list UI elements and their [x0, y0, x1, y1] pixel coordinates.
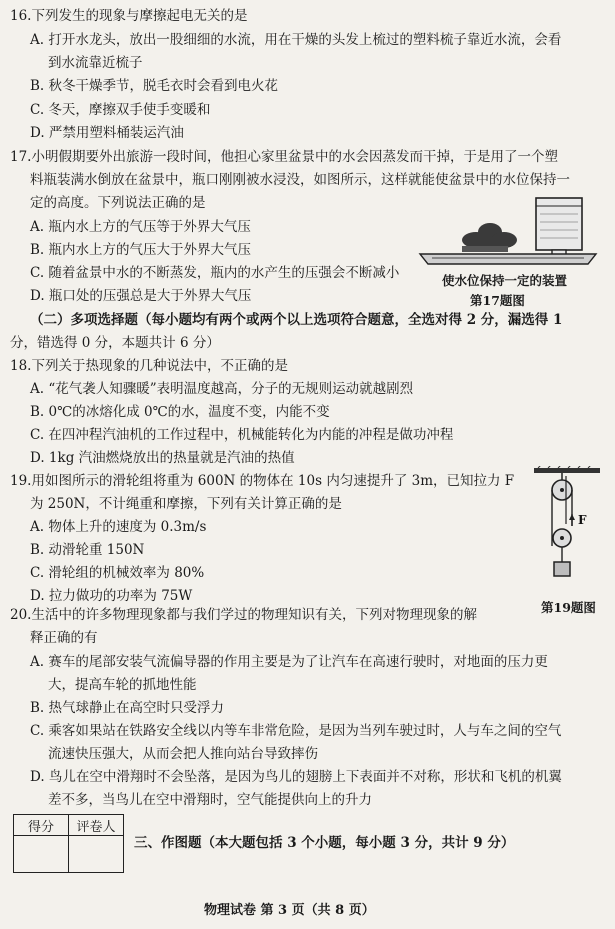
page-footer: 物理试卷 第 3 页（共 8 页） — [204, 903, 375, 918]
q17-figure-label: 使水位保持一定的装置 — [442, 273, 568, 288]
score-header: 得分 — [14, 815, 69, 836]
tray-icon — [420, 254, 596, 264]
grader-cell — [69, 836, 124, 873]
score-table — [13, 814, 124, 873]
q18-option-b: B. 0℃的冰熔化成 0℃的水，温度不变，内能不变 — [30, 404, 330, 420]
q20-option-b: B. 热气球静止在高空时只受浮力 — [30, 700, 225, 716]
q19-option-b: B. 动滑轮重 150N — [30, 542, 145, 558]
q18-option-a: A. “花气袭人知骤暖”表明温度越高，分子的无规则运动就越剧烈 — [30, 381, 414, 397]
q16-option-b: B. 秋冬干燥季节，脱毛衣时会看到电火花 — [30, 78, 279, 94]
score-cell — [14, 836, 69, 873]
q17-figure-caption: 第17题图 — [470, 293, 525, 308]
q16-option-a-cont: 到水流靠近梳子 — [48, 55, 143, 71]
q18-stem: 18.下列关于热现象的几种说法中，不正确的是 — [10, 358, 288, 374]
grader-header: 评卷人 — [69, 815, 124, 836]
section3-heading: 三、作图题（本大题包括 3 个小题，每小题 3 分，共计 9 分） — [134, 835, 515, 851]
q20-option-a-cont: 大，提高车轮的抓地性能 — [48, 677, 197, 693]
q17-option-d: D. 瓶口处的压强总是大于外界大气压 — [30, 288, 252, 304]
bottle-icon — [536, 198, 582, 258]
q18-option-c: C. 在四冲程汽油机的工作过程中，机械能转化为内能的冲程是做功冲程 — [30, 427, 454, 443]
q19-stem: 19.用如图所示的滑轮组将重为 600N 的物体在 10s 内匀速提升了 3m，已知拉力 F — [10, 473, 515, 489]
section2-heading-cont: 分，错选得 0 分，本题共计 6 分） — [10, 335, 220, 351]
q17-stem-cont2: 定的高度。下列说法正确的是 — [30, 195, 206, 211]
q16-option-d: D. 严禁用塑料桶装运汽油 — [30, 125, 184, 141]
q20-option-c-cont: 流速快压强大，从而会把人推向站台导致摔伤 — [48, 746, 318, 762]
q17-option-c: C. 随着盆景中水的不断蒸发，瓶内的水产生的压强会不断减小 — [30, 265, 400, 281]
force-arrow-icon — [569, 514, 575, 520]
q19-option-d: D. 拉力做功的功率为 75W — [30, 588, 193, 604]
q19-option-c: C. 滑轮组的机械效率为 80% — [30, 565, 205, 581]
q19-option-a: A. 物体上升的速度为 0.3m/s — [30, 519, 207, 535]
q20-option-a: A. 赛车的尾部安装气流偏导器的作用主要是为了让汽车在高速行驶时，对地面的压力更 — [30, 654, 548, 670]
q17-option-b: B. 瓶内水上方的气压大于外界大气压 — [30, 242, 252, 258]
q19-figure-caption: 第19题图 — [541, 600, 596, 615]
q20-stem-cont: 释正确的有 — [30, 630, 98, 646]
q16-option-a: A. 打开水龙头，放出一股细细的水流，用在干燥的头发上梳过的塑料梳子靠近水流，会看 — [30, 32, 562, 48]
q20-option-d-cont: 差不多，当鸟儿在空中滑翔时，空气能提供向上的升力 — [48, 792, 372, 808]
load-block-icon — [554, 562, 570, 576]
q20-stem: 20.生活中的许多物理现象都与我们学过的物理知识有关，下列对物理现象的解 — [10, 607, 477, 623]
q17-figure-bottle — [418, 192, 598, 270]
q19-figure-pulley — [528, 466, 608, 582]
q17-option-a: A. 瓶内水上方的气压等于外界大气压 — [30, 219, 251, 235]
q19-stem-cont: 为 250N，不计绳重和摩擦，下列有关计算正确的是 — [30, 496, 342, 512]
force-label: F — [578, 513, 587, 527]
q16-stem: 16.下列发生的现象与摩擦起电无关的是 — [10, 8, 248, 24]
q16-option-c: C. 冬天，摩擦双手使手变暖和 — [30, 102, 211, 118]
q20-option-c: C. 乘客如果站在铁路安全线以内等车非常危险，是因为当列车驶过时，人与车之间的空气 — [30, 723, 562, 739]
q17-stem-cont: 料瓶装满水倒放在盆景中，瓶口刚刚被水浸没，如图所示，这样就能使盆景中的水位保持一 — [30, 172, 570, 188]
q17-stem: 17.小明假期要外出旅游一段时间，他担心家里盆景中的水会因蒸发而干掉，于是用了一个塑 — [10, 149, 558, 165]
q20-option-d: D. 鸟儿在空中滑翔时不会坠落，是因为鸟儿的翅膀上下表面并不对称，形状和飞机的机翼 — [30, 769, 562, 785]
section2-heading: （二）多项选择题（每小题均有两个或两个以上选项符合题意，全选对得 2 分，漏选得 1 — [30, 312, 563, 328]
q18-option-d: D. 1kg 汽油燃烧放出的热量就是汽油的热值 — [30, 450, 295, 466]
